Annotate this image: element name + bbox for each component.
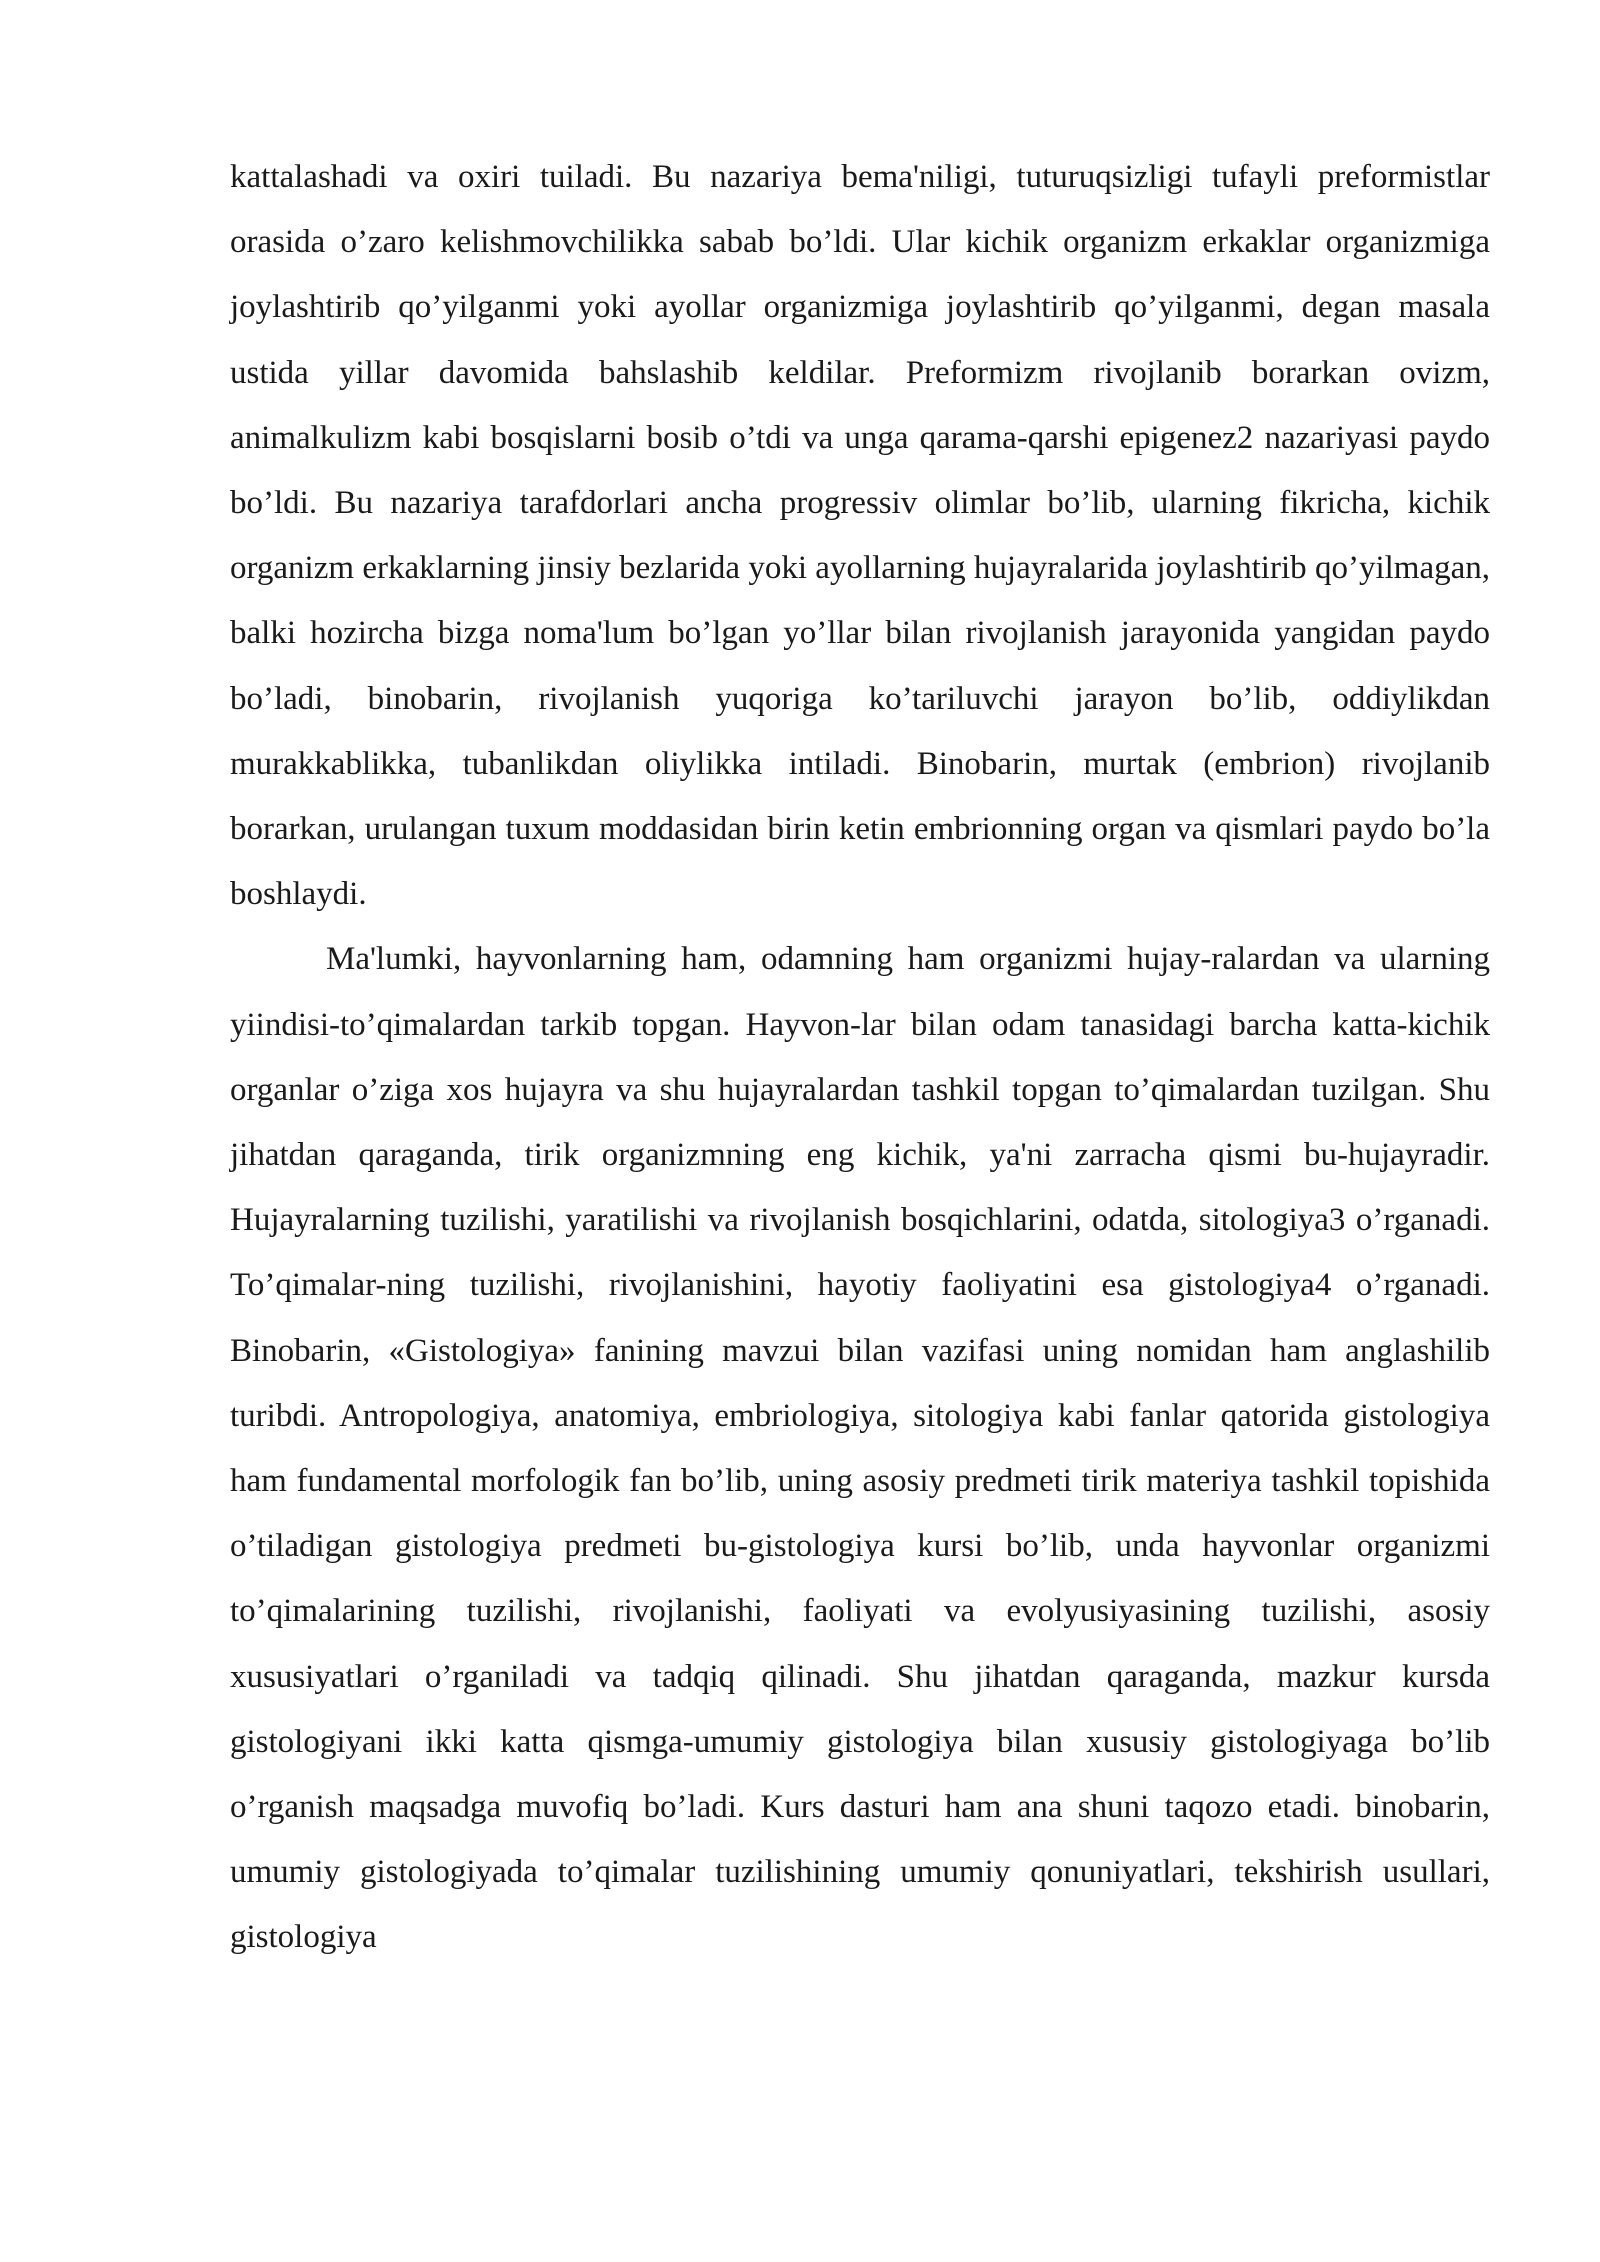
paragraph-1: kattalashadi va oxiri tuiladi. Bu nazariya bema'niligi, tuturuqsizligi tufayli preformistlar orasida o’zaro kelishmovchilikka sabab bo’ldi. Ular kichik organizm erkaklar organizmiga joylashtirib qo’yilganmi yoki ayollar organizmiga joylashtirib qo’yilganmi, degan masala ustida yillar davomida bahslashib keldilar. Preformizm rivojlanib borarkan ovizm, animalkulizm kabi bosqislarni bosib o’tdi va unga qarama-qarshi epigenez2 nazariyasi paydo bo’ldi. Bu nazariya tarafdorlari ancha progressiv olimlar bo’lib, ularning fikricha, kichik organizm erkaklarning jinsiy bezlarida yoki ayollarning hujayralarida joylashtirib qo’yilmagan, balki hozircha bizga noma'lum bo’lgan yo’llar bilan rivojlanish jarayonida yangidan paydo bo’ladi, binobarin, rivojlanish yuqoriga ko’tariluvchi jarayon bo’lib, oddiylikdan murakkablikka, tubanlikdan oliylikka intiladi. Binobarin, murtak (embrion) rivojlanib borarkan, urulangan tuxum moddasidan birin ketin embrionning organ va qismlari paydo bo’la boshlaydi. [230, 159, 1490, 913]
paragraph-2: Ma'lumki, hayvonlarning ham, odamning ham organizmi hujay-ralardan va ularning yiindisi-to’qimalardan tarkib topgan. Hayvon-lar bilan odam tanasidagi barcha katta-kichik organlar o’ziga xos hujayra va shu hujayralardan tashkil topgan to’qimalardan tuzilgan. Shu jihatdan qaraganda, tirik organizmning eng kichik, ya'ni zarracha qismi bu-hujayradir. Hujayralarning tuzilishi, yaratilishi va rivojlanish bosqichlarini, odatda, sitologiya3 o’rganadi. To’qimalar-ning tuzilishi, rivojlanishini, hayotiy faoliyatini esa gistologiya4 o’rganadi. Binobarin, «Gistologiya» fanining mavzui bilan vazifasi uning nomidan ham anglashilib turibdi. Antropologiya, anatomiya, embriologiya, sitologiya kabi fanlar qatorida gistologiya ham fundamental morfologik fan bo’lib, uning asosiy predmeti tirik materiya tashkil topishida o’tiladigan gistologiya predmeti bu-gistologiya kursi bo’lib, unda hayvonlar organizmi to’qimalarining tuzilishi, rivojlanishi, faoliyati va evolyusiyasining tuzilishi, asosiy xususiyatlari o’rganiladi va tadqiq qilinadi. Shu jihatdan qaraganda, mazkur kursda gistologiyani ikki katta qismga-umumiy gistologiya bilan xususiy gistologiyaga bo’lib o’rganish maqsadga muvofiq bo’ladi. Kurs dasturi ham ana shuni taqozo etadi. binobarin, umumiy gistologiyada to’qimalar tuzilishining umumiy qonuniyatlari, tekshirish usullari, gistologiya [230, 941, 1490, 1956]
body-text [230, 145, 1490, 1971]
